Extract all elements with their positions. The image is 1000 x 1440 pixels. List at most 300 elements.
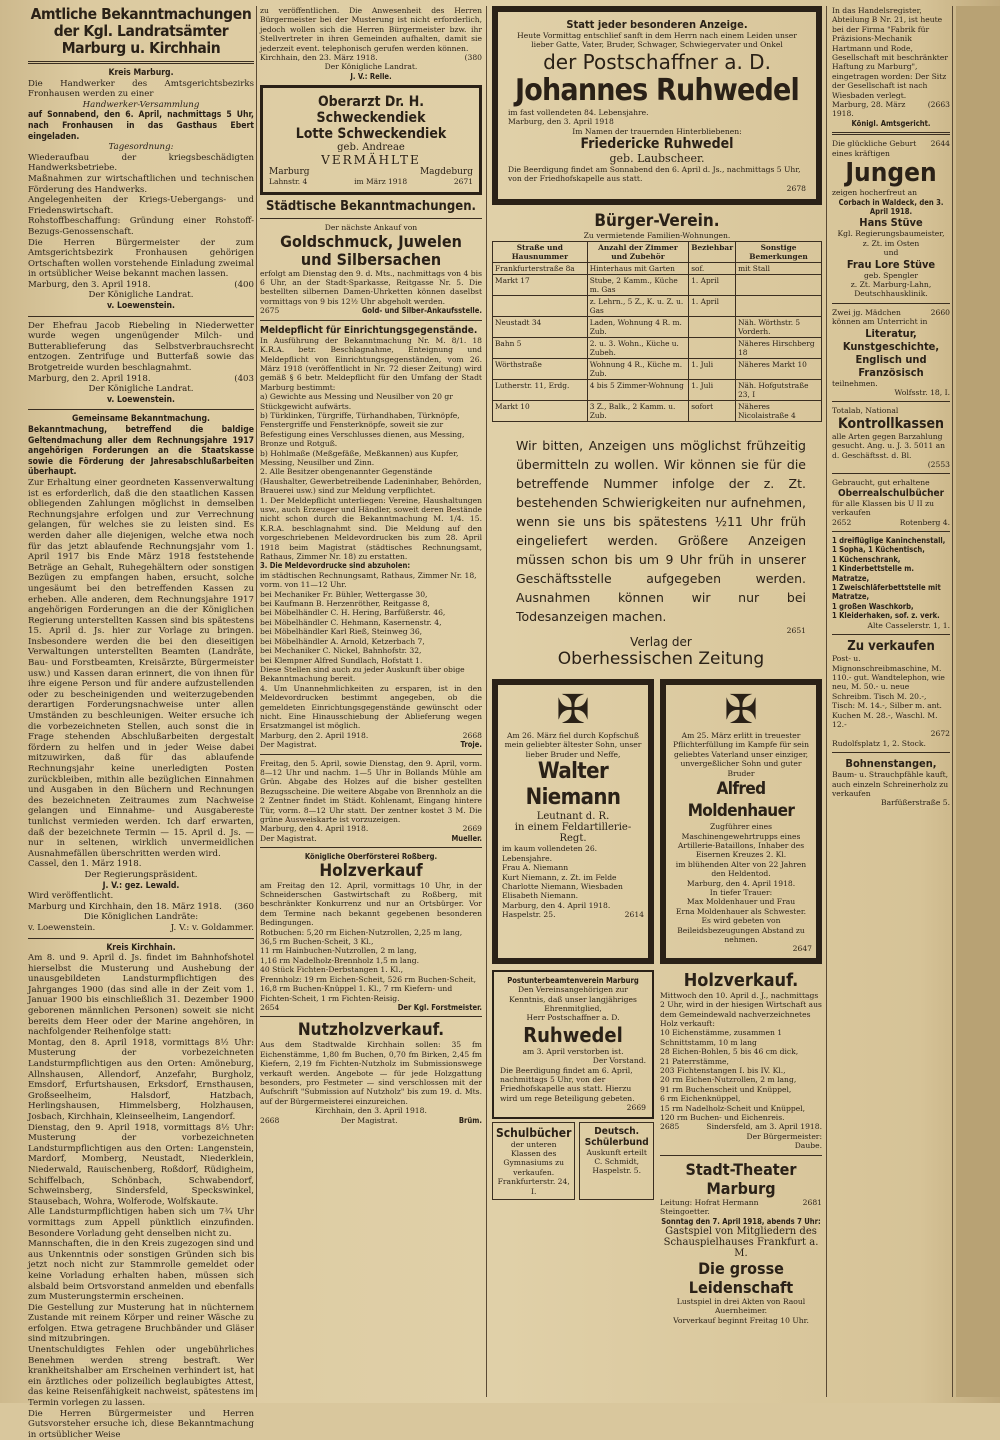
list-item: 1 Zweischläferbettstelle mit Matratze, bbox=[832, 583, 941, 602]
ad-number: 2672 bbox=[930, 729, 950, 739]
mourner: Elisabeth Niemann. bbox=[502, 891, 579, 901]
paragraph: Die glückliche Geburt eines kräftigen bbox=[832, 139, 917, 158]
table-cell: Näh. Wörthstr. 5 Vorderh. bbox=[736, 316, 822, 337]
ad-title: Bohnenstangen, bbox=[845, 757, 937, 771]
table-cell: Stube, 2 Kamm., Küche m. Gas bbox=[587, 274, 689, 295]
ad-number: (400 bbox=[234, 279, 254, 290]
signature: Der Magistrat. bbox=[260, 740, 317, 750]
headline: und Silbersachen bbox=[300, 249, 442, 269]
kreis-heading: Kreis Marburg. bbox=[108, 68, 174, 78]
divider bbox=[260, 847, 482, 848]
paragraph: im städtischen Rechnungsamt, Rathaus, Zimmer Nr. 18, vorm. von 11—12 Uhr. bbox=[260, 570, 477, 590]
ad-text: für alle Klassen bis U II zu verkaufen bbox=[832, 498, 934, 518]
list-item: bei Kaufmann B. Herzenröther, Reitgasse 8, bbox=[260, 599, 430, 609]
table-row bbox=[493, 400, 822, 421]
paragraph: Heute Vormittag entschlief sanft in dem Herrn nach einem Leiden unser lieber Gatte, Vater, Bruder, Schwager, Schwiegervater und Onkel bbox=[517, 31, 797, 50]
paragraph: Wird veröffentlicht. bbox=[28, 891, 114, 902]
date: Marburg, den 4. April 1918. bbox=[502, 900, 611, 910]
ad-number: 2654 bbox=[260, 1002, 280, 1012]
table-cell: Wörthstraße bbox=[493, 358, 588, 379]
signature: Der Königliche Landrat. bbox=[88, 384, 194, 395]
mother-address: z. Zt. Marburg-Lahn, Deutschhausklinik. bbox=[850, 279, 932, 299]
column-classifieds bbox=[832, 6, 950, 1397]
list-item: 15 rm Nadelholz-Scheit und Knüppel, bbox=[660, 1103, 806, 1113]
ad-address: Rudolfsplatz 1, 2. Stock. bbox=[832, 738, 926, 748]
ad-number: 2660 bbox=[930, 307, 950, 317]
funeral-info: Die Beerdigung findet am Sonnabend den 6. April d. Js., nachmittags 5 Uhr, von der Friedhofskapelle aus statt. bbox=[508, 165, 801, 184]
wedding-place: Magdeburg bbox=[419, 167, 473, 178]
ad-number: (380 bbox=[464, 53, 482, 63]
date: Marburg und Kirchhain, den 18. März 1918. bbox=[28, 901, 222, 912]
deceased-name: Walter Niemann bbox=[525, 759, 621, 811]
column-rule bbox=[952, 6, 953, 1397]
divider bbox=[260, 754, 482, 755]
association-title: Bürger-Verein. bbox=[594, 211, 720, 232]
mourners-label: Im Namen der trauernden Hinterbliebenen: bbox=[572, 126, 742, 136]
paragraph: Zwei jg. Mädchen können am Unterricht in bbox=[832, 307, 928, 327]
table-cell: Wohnung 4 R., Küche m. Zub. bbox=[587, 358, 689, 379]
deceased-rank: Leutnant d. R. bbox=[536, 811, 610, 823]
bottom-right bbox=[660, 970, 822, 1325]
mother-birthname: geb. Spengler bbox=[864, 270, 918, 280]
subheading: Meldepflicht für Einrichtungsgegenstände. bbox=[260, 324, 478, 336]
dateline bbox=[502, 910, 644, 919]
list-item: 21 Paterrstämme, bbox=[660, 1056, 729, 1066]
schuelerbund-ad bbox=[579, 1122, 654, 1200]
ad-title: Zu verkaufen bbox=[847, 639, 935, 655]
date: Marburg, den 2. April 1918. bbox=[260, 730, 369, 740]
birth-intro-line bbox=[832, 139, 950, 158]
list-item: 1 dreiflüglige Kaninchenstall, bbox=[832, 536, 946, 546]
signature-name: v. Loewenstein. bbox=[107, 301, 175, 312]
theater-play: Die grosse Leidenschaft bbox=[688, 1258, 794, 1297]
wedding-place: Marburg bbox=[269, 167, 310, 178]
ad-number: 2678 bbox=[786, 183, 806, 193]
mourners-label: In tiefer Trauer: bbox=[709, 887, 773, 897]
table-header: Beziehbar bbox=[689, 241, 736, 262]
date: Marburg, den 2. April 1918. bbox=[28, 373, 151, 384]
kreis-heading: Kreis Kirchhain. bbox=[106, 942, 176, 953]
signature: Der Magistrat. bbox=[340, 1115, 398, 1125]
table-cell: sof. bbox=[689, 262, 736, 274]
agenda-item: Angelegenheiten der Kriegs-Uebergangs- und Friedenswirtschaft. bbox=[28, 195, 254, 216]
widow-name: Friedericke Ruhwedel bbox=[580, 136, 734, 153]
dateline bbox=[28, 374, 254, 385]
wedding-birthname: geb. Andreae bbox=[337, 142, 405, 154]
date: Marburg, den 4. April 1918. bbox=[260, 824, 369, 834]
paragraph: 4. Um Unannehmlichkeiten zu ersparen, ist in den Meldevordrucken bestimmt angegeben, ob die gemeldeten Einrichtungsgegenstände gewünscht oder nicht. Eine Hinausschiebung der Ablieferung wegen Ersatzmangel ist möglich. bbox=[260, 683, 482, 731]
age-line: im kaum vollendeten 26. Lebensjahre. bbox=[502, 844, 598, 863]
table-cell: sofort bbox=[689, 400, 736, 421]
dateline bbox=[260, 53, 482, 62]
death-notice-moldenhauer bbox=[660, 679, 822, 964]
table-cell: 3 Z., Balk., 2 Kamm. u. Zub. bbox=[587, 400, 689, 421]
paragraph: Der nächste Ankauf von bbox=[324, 223, 418, 233]
date: Marburg, 28. März 1918. bbox=[832, 100, 906, 119]
signature: Der Königliche Landrat. bbox=[88, 290, 194, 301]
paragraph: 1. Der Meldepflicht unterliegen: Vereine, Haushaltungen usw., auch Erzeuger und Händler, soweit deren Bestände nicht schon durch die Bekanntmachung M. 1/4. 15. K.R.A. beschlagnahmt sind. Die Meldung auf den vorgeschriebenen Meldevordrucken bis zum 28. April 1918 beim Magistrat (städtisches Rechnungsamt, Rathaus, Zimmer Nr. 18) zu erstatten. bbox=[260, 495, 482, 562]
signature-line bbox=[260, 306, 482, 315]
ad-number: 2614 bbox=[624, 910, 644, 920]
list-item: 1 Küchenschrank, bbox=[832, 554, 901, 564]
ad-address: Barfüßerstraße 5. bbox=[881, 798, 950, 808]
wedding-announcement bbox=[260, 85, 482, 195]
list-item: Alte Casselerstr. 1, 1. bbox=[867, 620, 950, 630]
wedding-footer bbox=[269, 177, 473, 186]
dateline bbox=[28, 280, 254, 291]
table-cell: 1. April bbox=[689, 274, 736, 295]
list-item: 40 Stück Fichten-Derbstangen 1. Kl., bbox=[260, 965, 404, 975]
column-official-notices bbox=[28, 5, 254, 1440]
list-item: bei Möbelhändler Karl Rieß, Steinweg 36, bbox=[260, 627, 423, 637]
signature-names bbox=[28, 923, 254, 934]
paragraph: Montag, den 8. April 1918, vormittags 8½ Uhr: Musterung der vorbezeichneten Landsturmpflichtigen aus den Orten: Amöneburg, Allnshausen, Allendorf, Anzefahr, Burgholz, Emsdorf, Erfurtshausen, Erksdorf, Ernsthausen, Großseelheim, Halsdorf, Hatzbach, Herlingshausen, Himmelsberg, Holzhausen, Josbach, Kirchhain, Kleinseelheim, Langendorf. bbox=[28, 1037, 254, 1122]
paragraph: Die Herren Bürgermeister der zum Amtsgerichtsbezirk Fronhausen gehörigen Ortschaften wollen vorstehende Einladung zweimal in ortsüblicher Weise bekannt machen lassen. bbox=[28, 237, 254, 280]
list-item: bei Möbelhändler A. Arnold, Ketzerbach 7, bbox=[260, 636, 425, 646]
table-header-row bbox=[493, 241, 822, 262]
theater-subtitle: Lustspiel in drei Akten von Raoul Auernheimer. bbox=[676, 1296, 806, 1316]
signature: Der Kgl. Forstmeister. bbox=[397, 1002, 482, 1012]
theater-date: Sonntag den 7. April 1918, abends 7 Uhr: bbox=[661, 1216, 821, 1226]
table-cell: Näh. Hofgutstraße 23, I bbox=[736, 379, 822, 400]
bottom-left bbox=[492, 970, 654, 1325]
deceased-rank: Zugführer eines Maschinengewehrtrupps eines Artillerie-Bataillons, Inhaber des Eisernen Kreuzes 2. Kl. bbox=[677, 822, 805, 860]
date: Kirchhain, den 3. April 1918. bbox=[315, 1106, 427, 1116]
table-cell: 1. April bbox=[689, 295, 736, 316]
divider bbox=[832, 132, 950, 135]
signature-name: v. Loewenstein. bbox=[107, 394, 175, 405]
signature-name: v. Loewenstein. bbox=[28, 922, 96, 933]
date: Cassel, den 1. März 1918. bbox=[28, 859, 142, 870]
ad-address: Frankfurterstr. 24, I. bbox=[497, 1177, 570, 1196]
headline: Nutzholzverkauf. bbox=[297, 1020, 445, 1041]
paragraph: Zur Erhaltung einer geordneten Kassenverwaltung ist es erforderlich, daß die den staatlichen Kassen obliegenden Zahlungen möglichst in demselben Rechnungsjahre erfolgen und zur Verrechnung gelangen, für welches sie zu leisten sind. Es werden daher alle diejenigen, welche etwa noch für das jetzt ablaufende Rechnungsjahr vom 1. April 1917 bis Ende März 1918 feststehende Beträge an Gehalt, Ruhegehältern oder sonstigen Bezügen zu empfangen haben, ersucht, solche ungesäumt bei den betreffenden Kassen zu erheben. Alle anderen, dem Rechnungsjahre 1917 angehörigen Forderungen an die der Königlichen Regierung unterstellten Kassen sind bis spätestens 15. April d. Js. hier zur Vorlage zu bringen. Insbesondere werden die bei den dieseitigen Verwaltungen unterstellten Beamten (Landräte, Bau- und Forstbeamten, Kreisärzte, Bürgermeister usw.) und Kassen daran erinnert, die von ihnen für ihre eigene Person und für andere aufzustellenden oder zu bescheinigenden und weiterzugebenden derartigen Forderungsnachweise unter allen Umständen zu beschleunigen. Weiter ersuche ich die vorbezeichneten Stellen, auch sonst die in Frage stehenden Abschlußarbeiten dergestalt fördern zu helfen und in jeder Weise dabei mitzuwirken, daß für das ablaufende Rechnungsjahr keine unerledigten Posten zurückbleiben, mithin alle bezüglichen Einnahmen und Ausgaben in den Büchern und Rechnungen des bezeichneten Zeitraumes zum Nachweise gelangen und Einnahme- und Ausgabereste tunlichst vermieden werden. Ich darf erwarten, daß der bezeichnete Termin — 15. April d. Js. — nur in seltenen, wirklich unvermeidlichen Ausnahmefällen überschritten werden wird. bbox=[28, 477, 254, 859]
signature: Der Königliche Landrat. bbox=[324, 62, 418, 72]
table-cell: Näheres Nicolaistraße 4 bbox=[736, 400, 822, 421]
age-line: im fast vollendeten 84. Lebensjahre. bbox=[508, 107, 649, 117]
agenda-item: Maßnahmen zur wirtschaftlichen und technischen Förderung des Handwerks. bbox=[28, 173, 254, 195]
divider bbox=[260, 1016, 482, 1017]
mourner: Erna Moldenhauer als Schwester. bbox=[675, 906, 807, 916]
paragraph: Die Herren Bürgermeister und Herren Gutsvorsteher ersuche ich, diese Bekanntmachung in ortsüblicher Weise bbox=[28, 1408, 254, 1440]
table-cell: Lutherstr. 11, Erdg. bbox=[493, 379, 588, 400]
ad-text: Post- u. Mignonschreibmaschine, M. 110.- gut. Wandtelephon, wie neu, M. 50.- u. neue Schreibm. Tisch M. 20.-, Tisch: M. 14.-, Silber m. ant. Kuchen M. 28.-, Waschl. M. 12.- bbox=[832, 654, 945, 729]
father-title: Kgl. Regierungsbaumeister, bbox=[837, 229, 945, 239]
ad-number: (2663 bbox=[927, 100, 950, 110]
ad-number: 2668 bbox=[462, 730, 482, 740]
table-header: Sonstige Bemerkungen bbox=[736, 241, 822, 262]
ad-number: 2671 bbox=[453, 177, 473, 187]
wedding-name: Oberarzt Dr. H. Schweckendiek bbox=[316, 94, 426, 127]
table-cell bbox=[736, 295, 822, 316]
table-cell: Markt 17 bbox=[493, 274, 588, 295]
ad-number: 2675 bbox=[260, 306, 280, 316]
divider bbox=[660, 1155, 822, 1156]
table-cell: 2. u. 3. Wohn., Küche u. Zubeh. bbox=[587, 337, 689, 358]
association-title: Postunterbeamtenverein Marburg bbox=[507, 975, 639, 985]
divider bbox=[832, 473, 950, 474]
table-cell: Näheres Markt 10 bbox=[736, 358, 822, 379]
list-item: 1 Kinderbettstelle m. Matratze, bbox=[832, 564, 914, 583]
ad-title: Literatur, Kunstgeschichte, Englisch und Französisch bbox=[842, 326, 940, 379]
list-item: 1 Sopha, 1 Küchentisch, bbox=[832, 545, 925, 555]
mourner: Kurt Niemann, z. Zt. im Felde bbox=[502, 872, 617, 882]
verein-notice bbox=[492, 970, 654, 1119]
list-item: 28 Eichen-Bohlen, 5 bis 46 cm dick, bbox=[660, 1047, 799, 1057]
table-cell: 4 bis 5 Zimmer-Wohnung bbox=[587, 379, 689, 400]
signature: Der Bürgermeister: bbox=[746, 1131, 822, 1141]
mourner: Charlotte Niemann, Wiesbaden bbox=[502, 881, 623, 891]
widow-birthname: geb. Laubscheer. bbox=[609, 152, 705, 166]
list-item: 6 rm Eichenknüppel, bbox=[660, 1094, 741, 1104]
deceased-title: Herr Postschaffner a. D. bbox=[526, 1013, 620, 1023]
ad-text: Auskunft erteilt C. Schmidt, Haspelstr. 5. bbox=[586, 1147, 647, 1176]
death-notices-row bbox=[492, 679, 822, 964]
ad-text: Baum- u. Strauchpfähle kauft, auch einzeln Schreinerholz zu verkaufen bbox=[832, 770, 949, 798]
table-cell: Frankfurterstraße 8a bbox=[493, 262, 588, 274]
date: Kirchhain, den 23. März 1918. bbox=[260, 53, 378, 63]
age-line: im blühenden Alter von 22 Jahren den Heldentod. bbox=[675, 859, 807, 879]
ad-number: 2668 bbox=[260, 1115, 280, 1125]
ad-number: 2644 bbox=[930, 139, 950, 149]
paragraph: Am 8. und 9. April d. Js. findet im Bahnhofshotel hierselbst die Musterung und Aushebung der unausgebildeten Landsturmpflichtigen des Jahrganges 1900 (das sind alle in der Zeit vom 1. Januar 1900 bis einschließlich 31. Dezember 1900 geborenen männlichen Personen) soweit sie nicht bereits dem Heer oder der Marine angehören, in nachfolgender Reihenfolge statt: bbox=[28, 953, 254, 1038]
paragraph: Freitag, den 5. April, sowie Dienstag, den 9. April, vorm. 8—12 Uhr und nachm. 1—5 Uhr in Bollands Mühle am Grün. Abgabe des Holzes auf die bisher gestellten Bezugsscheine. Die weitere Abgabe von Brennholz an die 2 Zentner findet im Städt. Kohlenamt, Eingang hintere Tür, vorm. 8—12 Uhr statt. Der zentner kostet 3 M. Die grüne Ausweiskarte ist vorzuzeigen. bbox=[260, 758, 482, 824]
table-row bbox=[493, 274, 822, 295]
table-row bbox=[493, 295, 822, 316]
divider bbox=[260, 218, 482, 219]
subheading: Königliche Oberförsterei Roßberg. bbox=[304, 852, 438, 862]
ad-text: Totalab, National bbox=[832, 406, 899, 416]
note: Es wird gebeten von Beileidsbezeugungen Abstand zu nehmen. bbox=[677, 916, 805, 944]
subheading: Handwerker-Versammlung bbox=[82, 99, 200, 110]
dateline bbox=[832, 100, 950, 119]
subheading: Gemeinsame Bekanntmachung. bbox=[72, 414, 210, 425]
list-item: 1 Kleiderhaken, sof. z. verk. bbox=[832, 611, 940, 621]
ad-number: 2681 bbox=[802, 1197, 822, 1207]
notice-header: Statt jeder besonderen Anzeige. bbox=[566, 18, 748, 31]
table-row bbox=[493, 316, 822, 337]
list-item: 20 rm Eichen-Nutzrollen, 2 m lang, bbox=[660, 1075, 797, 1085]
list-item: b) Hohlmaße (Meßgefäße, Meßkannen) aus Kupfer, Messing, Neusilber und Zinn. bbox=[260, 448, 459, 467]
column-notices bbox=[492, 6, 822, 1397]
signature-line bbox=[260, 1003, 482, 1012]
signature-name: J. V.: gez. Lewald. bbox=[102, 880, 180, 891]
signature: Königl. Amtsgericht. bbox=[851, 118, 931, 128]
paragraph: am Freitag den 12. April, vormittags 10 Uhr, in der Schneiderschen Gastwirtschaft zu Roßberg, mit beschränkter Konkurrenz und nur an Ortsbürger. Vor dem Termine nach bekannt gegebenen besonderen Bedingungen. bbox=[260, 880, 482, 928]
ad-text: der unteren Klassen des Gymnasiums zu verkaufen. bbox=[503, 1139, 564, 1177]
ad-number: (2553 bbox=[927, 460, 950, 469]
small-ads bbox=[492, 1119, 654, 1203]
divider bbox=[832, 303, 950, 304]
signature-name: J. V.: Relle. bbox=[350, 71, 392, 81]
column-rule bbox=[826, 6, 827, 1397]
paragraph: erfolgt am Dienstag den 9. d. Mts., nachmittags von 4 bis 6 Uhr, an der Stadt-Sparkasse, Reitgasse Nr. 5. Die bestellten silbernen Damen-Uhrketten können daselbst vormittags von 9 bis 12½ Uhr abgeholt werden. bbox=[260, 268, 482, 306]
ad-number: 2651 bbox=[786, 625, 806, 635]
conjunction: und bbox=[883, 248, 899, 258]
paragraph: Diese Stellen sind auch zu jeder Auskunft über obige Bekanntmachung bereit. bbox=[260, 664, 465, 684]
date: Marburg, den 4. April 1918. bbox=[686, 878, 796, 888]
divider bbox=[28, 409, 254, 410]
mother-name: Frau Lore Stüve bbox=[846, 257, 936, 271]
table-cell bbox=[493, 295, 588, 316]
ad-title: Deutsch. Schülerbund bbox=[584, 1125, 649, 1148]
headline: Holzverkauf bbox=[319, 860, 423, 881]
agenda-item: Wiederaufbau der kriegsbeschädigten Handwerksbetriebe. bbox=[28, 152, 254, 174]
theater-direction: Leitung: Hofrat Hermann Steingoetter. bbox=[660, 1197, 759, 1217]
signature-line bbox=[260, 1116, 482, 1125]
deceased-name: Johannes Ruhwedel bbox=[515, 72, 799, 108]
table-cell bbox=[736, 274, 822, 295]
ad-number: 2669 bbox=[462, 824, 482, 834]
table-cell: Markt 10 bbox=[493, 400, 588, 421]
list-item: bei Mechaniker Fr. Bühler, Wettergasse 30, bbox=[260, 589, 428, 599]
signature-line bbox=[260, 834, 482, 843]
death-notice-ruhwedel bbox=[492, 6, 822, 205]
wedding-street: Lahnstr. 4 bbox=[269, 177, 308, 187]
publisher-label: Verlag der bbox=[630, 635, 692, 650]
tutoring-line bbox=[832, 308, 950, 327]
column-rule bbox=[486, 6, 487, 1397]
agenda-item: Rohstoffbeschaffung: Gründung einer Rohstoff-Bezugs-Genossenschaft. bbox=[28, 216, 254, 237]
paragraph: zeigen hocherfreut an bbox=[832, 188, 918, 198]
ad-text: Gebraucht, gut erhaltene bbox=[832, 478, 930, 488]
signature-line bbox=[260, 740, 482, 749]
table-row bbox=[493, 262, 822, 274]
mourner: Max Moldenhauer und Frau bbox=[686, 897, 796, 907]
paragraph: Die Handwerker des Amtsgerichtsbezirks Fronhausen werden zu einer bbox=[28, 78, 254, 100]
section-title: Städtische Bekanntmachungen. bbox=[266, 199, 476, 215]
paragraph: zu veröffentlichen. Die Anwesenheit des Herren Bürgermeister bei der Musterung ist nicht erforderlich, jedoch wollen sich die Herren Bürgermeister bzw. ihr Stellvertreter in ihren Gemeinden aufhalten, damit sie jederzeit event. telephonisch gerufen werden können. bbox=[260, 6, 482, 53]
table-header: Straße und Hausnummer bbox=[493, 241, 588, 262]
date: am 3. April verstorben ist. bbox=[522, 1046, 624, 1056]
publisher-request bbox=[516, 436, 806, 669]
divider bbox=[260, 320, 482, 321]
paragraph: Dienstag, den 9. April 1918, vormittags 8½ Uhr: Musterung der vorbezeichneten Landsturmpflichtigen aus den Orten: Langenstein, Mardorf, Momberg, Neustadt, Niederklein, Niederwald, Rauischenberg, Roßdorf, Rüdigheim, Schiffelbach, Schönbach, Schwabendorf, Schweinsberg, Sindersfeld, Speckswinkel, Stausebach, Wohra, Wolferode, Wolfskaute. bbox=[28, 1122, 254, 1207]
list-item: 2. Alle Besitzer obengenannter Gegenstände (Haushalter, Gewerbetreibende Ladeninhaber, Behörden, Brauerei usw.) sind zur Meldung verpflichtet. bbox=[260, 467, 482, 496]
table-cell: Bahn 5 bbox=[493, 337, 588, 358]
ad-number: 2669 bbox=[626, 1103, 646, 1113]
bottom-row bbox=[492, 970, 822, 1325]
signature: Der Vorstand. bbox=[592, 1056, 646, 1066]
list-item: 10 Eichenstämme, zusammen 1 Schnittstamm, 10 m lang bbox=[660, 1028, 783, 1047]
theater-title: Stadt-Theater Marburg bbox=[685, 1159, 797, 1198]
list-item: 36,5 rm Buchen-Scheit, 3 Kl., bbox=[260, 937, 374, 947]
list-item: 1,16 rm Nadelholz-Brennholz 1,5 m lang. bbox=[260, 955, 419, 965]
paragraph: Alle Landsturmpflichtigen haben sich um 7¾ Uhr vormittags zum Appell pünktlich einzufinden. Besondere Vorladung geht denselben nicht zu. bbox=[28, 1207, 254, 1239]
deceased-name: Ruhwedel bbox=[523, 1022, 623, 1047]
signature: Die Königlichen Landräte: bbox=[83, 912, 199, 923]
theater-presale: Vorverkauf beginnt Freitag 10 Uhr. bbox=[673, 1315, 809, 1325]
deceased-name: Alfred Moldenhauer bbox=[687, 779, 795, 822]
signature: Der Regierungspräsident. bbox=[84, 869, 198, 880]
ad-number: (403 bbox=[234, 373, 254, 384]
list-item: bei Möbelhändler C. H. Hering, Barfüßerstr. 46, bbox=[260, 608, 446, 618]
table-cell bbox=[689, 316, 736, 337]
paragraph: auf Sonnabend, den 6. April, nachmittags 5 Uhr, nach Fronhausen in das Gasthaus Ebert eingeladen. bbox=[28, 110, 254, 142]
paragraph: Am 26. März fiel durch Kopfschuß mein geliebter ältester Sohn, unser lieber Bruder und Neffe, bbox=[504, 731, 642, 759]
paragraph: Den Vereinsangehörigen zur Kenntnis, daß unser langjähriges Ehrenmitglied, bbox=[509, 985, 637, 1013]
apartments-table bbox=[492, 241, 822, 422]
ad-text: teilnehmen. bbox=[832, 378, 878, 388]
paragraph: Bekanntmachung, betreffend die baldige Geltendmachung aller dem Rechnungsjahre 1917 angehörigen Forderungen an die Staatskasse sowie die Förderung der Jahresabschlußarbeiten überhaupt. bbox=[28, 425, 254, 478]
paragraph: In Ausführung der Bekanntmachung Nr. M. 8/1. 18 K.R.A. betr. Beschlagnahme, Enteignung und Meldepflicht von Einrichtungsgegenständen, vom 26. März 1918 (veröffentlicht in Nr. 72 dieser Zeitung) wird gemäß § 6 betr. Meldepflicht für den Umfang der Stadt Marburg bestimmt: bbox=[260, 335, 482, 392]
list-item: Rotbuchen: 5,20 rm Eichen-Nutzrollen, 2,25 m lang, bbox=[260, 927, 463, 937]
dateline bbox=[260, 731, 482, 740]
date: Marburg, den 3. April 1918 bbox=[508, 117, 614, 127]
deceased-unit: in einem Feldartillerie-Regt. bbox=[514, 822, 632, 845]
ad-footer bbox=[832, 518, 950, 527]
ad-number: 2685 bbox=[660, 1122, 680, 1132]
date: Marburg, den 3. April 1918. bbox=[28, 279, 151, 290]
theater-direction-line bbox=[660, 1198, 822, 1217]
paragraph: Mannschaften, die in den Kreis zugezogen sind und aus Unkenntnis oder sonstigen Gründen sich bis jetzt noch nicht zur Stammrolle gemeldet oder keine Vorladung erhalten haben, müssen sich alsbald beim Ortsvorstand anmelden und ebenfalls zum Musterungstermin erscheinen. bbox=[28, 1239, 254, 1303]
iron-cross-icon: ✠ bbox=[556, 687, 590, 734]
paragraph: 3. Die Meldevordrucke sind abzuholen: bbox=[260, 561, 411, 571]
paragraph: Am 25. März erlitt in treuester Pflichterfüllung im Kampfe für sein geliebtes Vaterland unser einziger, unvergeßlicher Sohn und guter Bruder bbox=[672, 731, 810, 778]
paragraph: Unentschuldigtes Fehlen oder ungebührliches Benehmen werden streng bestraft. Wer krankheitshalber am Erscheinen verhindert ist, hat ein ärztliches oder polizeilich beglaubigtes Attest, das keine Reisenfähigkeit nachweist, spätestens im Termin vorlegen zu lassen. bbox=[28, 1345, 254, 1409]
funeral-info: Die Beerdigung findet am 6. April, nachmittags 5 Uhr, von der Friedhofskapelle aus statt. Hierzu wird um rege Beteiligung gebeten. bbox=[500, 1065, 635, 1103]
paragraph: Wir bitten, Anzeigen uns möglichst frühzeitig übermitteln zu wollen. Wir können sie für die betreffende Nummer infolge der z. Zt. bestehenden Schwierigkeiten nur aufnehmen, wenn sie uns bis spätestens ½11 Uhr früh eingeliefert werden. Größere Anzeigen müssen schon bis um 9 Uhr früh in unserer Geschäftsstelle aufgegeben werden. Ausnahmen können wir nur bei Todesanzeigen machen. bbox=[516, 437, 806, 624]
mourner: Frau A. Niemann bbox=[502, 863, 569, 873]
association-subtitle: Zu vermietende Familien-Wohnungen. bbox=[583, 231, 731, 241]
father-rank: z. Zt. im Osten bbox=[862, 238, 920, 248]
list-item: bei Klempner Alfred Sundlach, Hofstatt 1. bbox=[260, 655, 423, 665]
divider bbox=[832, 531, 950, 532]
table-cell: Neustadt 34 bbox=[493, 316, 588, 337]
paragraph: Frennholz: 19 rm Eichen-Scheit, 526 rm Buchen-Scheit, 16,8 rm Buchen-Knüppel 1. Kl., 7 rm Kiefern- und Fichten-Scheit, 1 rm Fichten-Reisig. bbox=[260, 974, 477, 1003]
table-cell: Hinterhaus mit Garten bbox=[587, 262, 689, 274]
birth-place: Corbach in Waldeck, den 3. April 1918. bbox=[838, 197, 944, 216]
table-cell: mit Stall bbox=[736, 262, 822, 274]
date: Sindersfeld, am 3. April 1918. bbox=[706, 1122, 822, 1132]
buergerverein bbox=[492, 211, 822, 421]
column-rule bbox=[256, 6, 257, 1397]
divider bbox=[28, 938, 254, 939]
ad-title: Schulbücher bbox=[496, 1125, 572, 1140]
column-title: Amtliche Bekanntmachungen der Kgl. Landratsämter Marburg u. Kirchhain bbox=[30, 5, 252, 57]
divider bbox=[28, 61, 254, 64]
schoolbooks-ad bbox=[492, 1122, 575, 1200]
divider bbox=[832, 752, 950, 753]
ad-title: Oberrealschulbücher bbox=[837, 487, 945, 499]
signature-name: Daube. bbox=[794, 1141, 822, 1151]
headline: Goldschmuck, Juwelen bbox=[280, 231, 462, 251]
signature-name: Mueller. bbox=[451, 833, 482, 843]
paragraph: Der Ehefrau Jacob Riebeling in Niederwetter wurde wegen ungenügender Milch- und Butterablieferung das Selbstverbrauchsrecht entzogen. Zentrifuge und Butterfaß sowie das Brotgetreide wurden beschlagnahmt. bbox=[28, 320, 254, 374]
signature: Der Magistrat. bbox=[260, 833, 317, 843]
paragraph: Mittwoch den 10. April d. J., nachmittags 2 Uhr, wird in der hiesigen Wirtschaft aus dem Gemeindewald nachverzeichnetes Holz verkauft: bbox=[660, 990, 822, 1028]
divider bbox=[28, 316, 254, 317]
paragraph: Aus dem Stadtwalde Kirchhain sollen: 35 fm Eichenstämme, 1,80 fm Buchen, 0,70 fm Birken, 2,45 fm Kiefern, 2,19 fm Fichten-Nutzholz im Submissionswege verkauft werden. Angebote — für jede Holzgattung besonders, pro Festmeter — sind verschlossen mit der Aufschrift "Submission auf Nutzholz" bis zum 19. d. Mts. auf der Bürgermeisterei einzureichen. bbox=[260, 1040, 482, 1106]
list-item: bei Möbelhändler C. Hehmann, Kasernenstr. 4, bbox=[260, 617, 442, 627]
death-notice-niemann bbox=[492, 679, 654, 964]
adjacent-page-edge bbox=[956, 6, 1000, 1397]
ad-title: Kontrollkassen bbox=[837, 415, 945, 432]
ad-number: (360 bbox=[234, 901, 254, 912]
list-item: a) Gewichte aus Messing und Neusilber von 20 gr Stückgewicht aufwärts. bbox=[260, 392, 453, 411]
signature-name: J. V.: v. Goldammer. bbox=[170, 922, 254, 933]
wedding-title: VERMÄHLTE bbox=[321, 153, 421, 168]
theater-guest: Gastspiel von Mitgliedern des Schauspielhauses Frankfurt a. M. bbox=[663, 1225, 819, 1259]
table-cell: 1. Juli bbox=[689, 379, 736, 400]
list-item: 1 großen Waschkorb, bbox=[832, 601, 914, 611]
paragraph: Die Gestellung zur Musterung hat in nüchternem Zustande mit reinem Körper und reiner Wäsche zu erfolgen. Etwa getragene Bruchbänder und Gläser sind mitzubringen. bbox=[28, 1302, 254, 1345]
table-cell: z. Lehrn., 5 Z., K. u. Z. u. Gas bbox=[587, 295, 689, 316]
dateline bbox=[660, 1122, 822, 1131]
street: Haspelstr. 25. bbox=[502, 910, 556, 920]
subheading: Tagesordnung: bbox=[108, 142, 174, 153]
signature: Gold- und Silber-Ankaufsstelle. bbox=[361, 306, 482, 316]
